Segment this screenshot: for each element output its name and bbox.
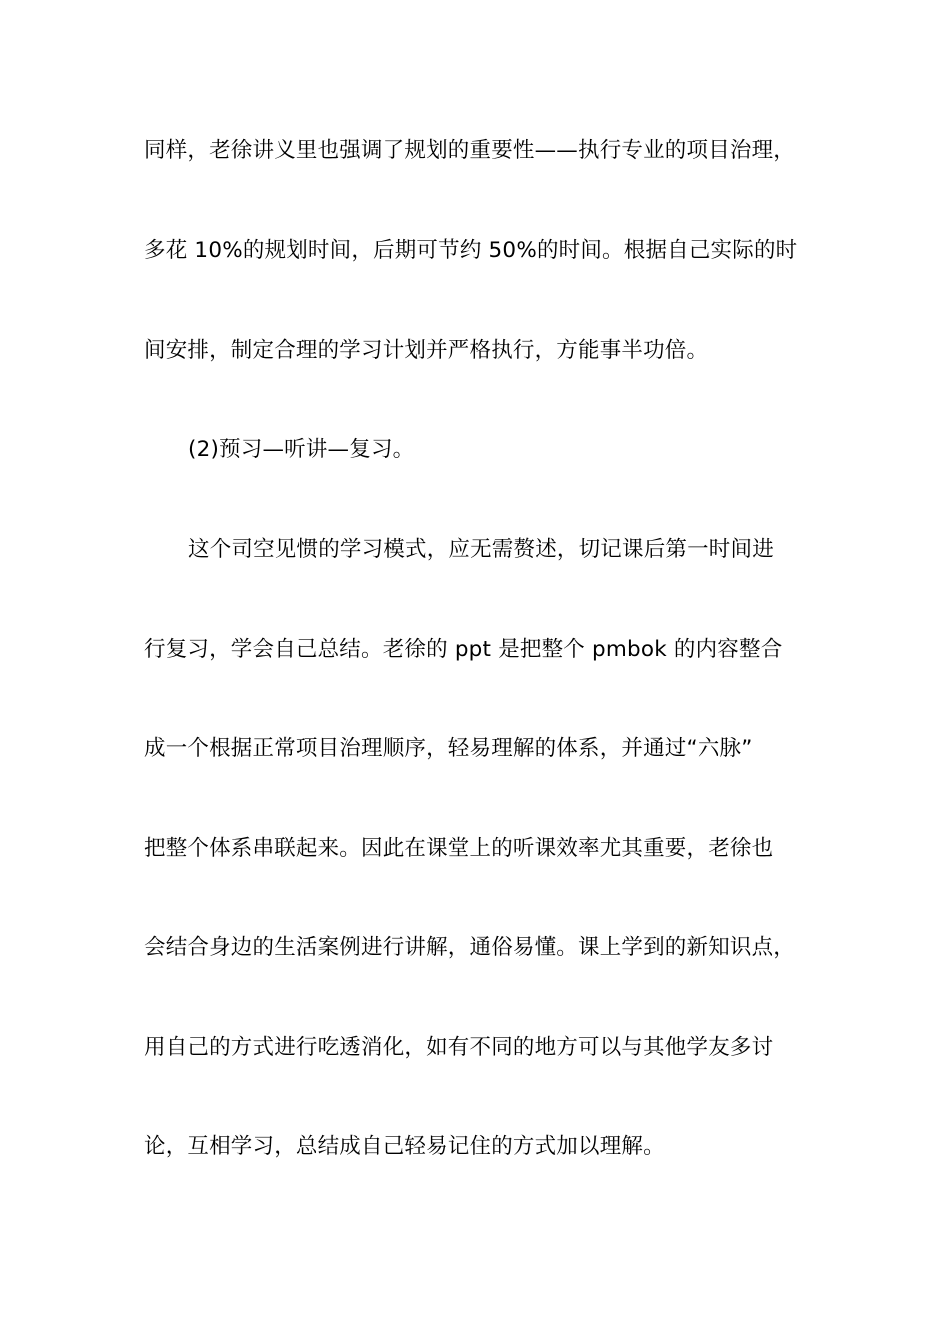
paragraph-line: 把整个体系串联起来。因此在课堂上的听课效率尤其重要，老徐也 [144,836,774,861]
paragraph-line: 成一个根据正常项目治理顺序，轻易理解的体系，并通过“六脉” [144,736,753,761]
paragraph-line: 用自己的方式进行吃透消化，如有不同的地方可以与其他学友多讨 [144,1035,774,1060]
paragraph-line: 会结合身边的生活案例进行讲解，通俗易懂。课上学到的新知识点， [144,935,796,960]
section-heading: (2)预习—听讲—复习。 [188,437,415,462]
paragraph-line: 间安排，制定合理的学习计划并严格执行，方能事半功倍。 [144,338,709,363]
paragraph-line: 多花 10%的规划时间，后期可节约 50%的时间。根据自己实际的时 [144,238,798,263]
paragraph-line: 行复习，学会自己总结。老徐的 ppt 是把整个 pmbok 的内容整合 [144,637,783,662]
paragraph-line: 论，互相学习，总结成自己轻易记住的方式加以理解。 [144,1134,665,1159]
paragraph-line: 同样，老徐讲义里也强调了规划的重要性——执行专业的项目治理， [144,138,796,163]
paragraph-line: 这个司空见惯的学习模式，应无需赘述，切记课后第一时间进 [188,537,774,562]
